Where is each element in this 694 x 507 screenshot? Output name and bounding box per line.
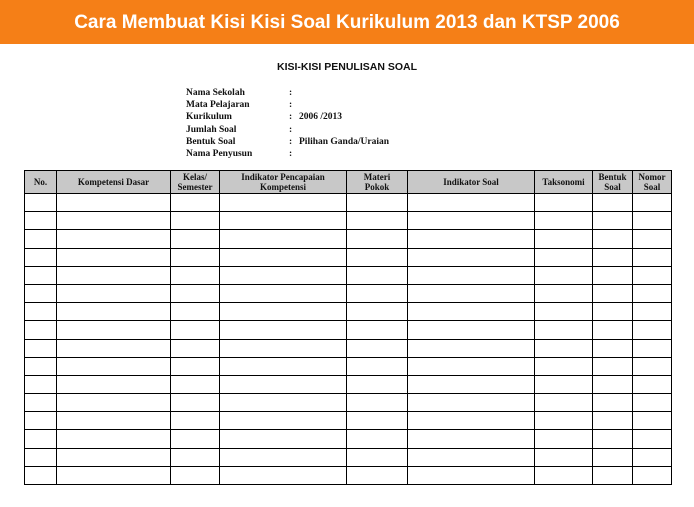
- header-kompetensi-dasar: [57, 171, 171, 194]
- table-cell: [57, 375, 171, 393]
- table-cell: [171, 303, 220, 321]
- header-bentuk-soal: [593, 171, 633, 194]
- table-header-row: [25, 171, 672, 194]
- meta-colon: :: [289, 148, 293, 159]
- table-row: [25, 412, 672, 430]
- table-cell: [347, 303, 408, 321]
- table-cell: [57, 284, 171, 302]
- table-cell: [171, 194, 220, 212]
- table-cell: [535, 357, 593, 375]
- table-cell: [633, 321, 672, 339]
- table-cell: [347, 430, 408, 448]
- table-cell: [633, 448, 672, 466]
- table-cell: [535, 412, 593, 430]
- table-cell: [593, 321, 633, 339]
- table-cell: [347, 194, 408, 212]
- table-cell: [220, 430, 347, 448]
- table-cell: [593, 194, 633, 212]
- header-indikator-soal: [408, 171, 535, 194]
- table-cell: [57, 466, 171, 484]
- table-cell: [57, 448, 171, 466]
- header-taksonomi: [535, 171, 593, 194]
- table-cell: [593, 284, 633, 302]
- table-cell: [408, 194, 535, 212]
- table-cell: [535, 321, 593, 339]
- table-cell: [408, 357, 535, 375]
- meta-label: Jumlah Soal: [186, 124, 237, 135]
- table-cell: [633, 339, 672, 357]
- table-cell: [593, 412, 633, 430]
- meta-row-kurikulum: [186, 111, 389, 123]
- table-cell: [57, 212, 171, 230]
- header-line: Taksonomi: [542, 177, 585, 187]
- table-cell: [25, 194, 57, 212]
- header-no: [25, 171, 57, 194]
- table-row: [25, 394, 672, 412]
- table-cell: [633, 412, 672, 430]
- table-cell: [57, 230, 171, 248]
- table-cell: [25, 230, 57, 248]
- document-title: KISI-KISI PENULISAN SOAL: [276, 61, 417, 73]
- table-cell: [171, 212, 220, 230]
- table-cell: [535, 466, 593, 484]
- table-cell: [408, 321, 535, 339]
- table-cell: [408, 466, 535, 484]
- header-line: Bentuk: [598, 172, 627, 182]
- table-cell: [347, 321, 408, 339]
- meta-value: 2006 /2013: [299, 112, 343, 123]
- table-cell: [220, 466, 347, 484]
- table-cell: [633, 466, 672, 484]
- table-cell: [171, 412, 220, 430]
- table-cell: [535, 448, 593, 466]
- table-cell: [593, 248, 633, 266]
- header-line: Nomor: [638, 172, 666, 182]
- table-cell: [57, 394, 171, 412]
- table-cell: [408, 448, 535, 466]
- table-cell: [408, 212, 535, 230]
- table-row: [25, 339, 672, 357]
- table-cell: [408, 248, 535, 266]
- table-cell: [171, 321, 220, 339]
- table-cell: [535, 430, 593, 448]
- table-cell: [633, 194, 672, 212]
- table-cell: [535, 394, 593, 412]
- table-cell: [25, 212, 57, 230]
- table-cell: [25, 266, 57, 284]
- header-line: Soal: [643, 182, 661, 192]
- header-line: Pokok: [364, 182, 390, 192]
- table-cell: [633, 375, 672, 393]
- table-cell: [171, 339, 220, 357]
- table-cell: [593, 266, 633, 284]
- table-row: [25, 212, 672, 230]
- table-row: [25, 448, 672, 466]
- table-cell: [171, 448, 220, 466]
- table-cell: [593, 303, 633, 321]
- header-kelas-semester: [171, 171, 220, 194]
- table-cell: [25, 375, 57, 393]
- table-cell: [25, 248, 57, 266]
- table-cell: [57, 303, 171, 321]
- table-cell: [171, 248, 220, 266]
- table-cell: [593, 448, 633, 466]
- header-line: Kompetensi Dasar: [77, 177, 150, 187]
- table-cell: [220, 375, 347, 393]
- table-cell: [535, 230, 593, 248]
- table-cell: [25, 284, 57, 302]
- table-cell: [593, 430, 633, 448]
- table-cell: [347, 212, 408, 230]
- table-row: [25, 266, 672, 284]
- table-cell: [408, 303, 535, 321]
- table-cell: [633, 248, 672, 266]
- meta-row-mata-pelajaran: [186, 99, 389, 111]
- kisi-kisi-table: [24, 170, 672, 485]
- table-row: [25, 194, 672, 212]
- table-cell: [57, 412, 171, 430]
- table-cell: [593, 339, 633, 357]
- table-cell: [171, 430, 220, 448]
- table-cell: [408, 339, 535, 357]
- table-cell: [633, 212, 672, 230]
- meta-colon: :: [289, 88, 293, 98]
- meta-row-bentuk-soal: [186, 136, 389, 148]
- table-cell: [220, 448, 347, 466]
- table-cell: [633, 430, 672, 448]
- table-cell: [171, 284, 220, 302]
- table-cell: [57, 266, 171, 284]
- document-meta: [186, 87, 389, 160]
- table-cell: [633, 357, 672, 375]
- meta-label: Nama Sekolah: [186, 88, 245, 98]
- table-cell: [633, 266, 672, 284]
- table-cell: [57, 194, 171, 212]
- table-cell: [220, 303, 347, 321]
- meta-label: Mata Pelajaran: [186, 100, 250, 111]
- table-cell: [593, 357, 633, 375]
- table-cell: [171, 266, 220, 284]
- table-cell: [535, 194, 593, 212]
- table-row: [25, 466, 672, 484]
- table-cell: [220, 412, 347, 430]
- table-row: [25, 321, 672, 339]
- table-cell: [220, 212, 347, 230]
- table-cell: [25, 357, 57, 375]
- table-cell: [220, 284, 347, 302]
- header-line: Indikator Pencapaian: [241, 172, 325, 182]
- table-cell: [347, 448, 408, 466]
- table-cell: [347, 266, 408, 284]
- meta-row-nama-penyusun: [186, 148, 389, 160]
- table-row: [25, 375, 672, 393]
- table-cell: [347, 284, 408, 302]
- table-cell: [593, 230, 633, 248]
- table-cell: [347, 248, 408, 266]
- meta-colon: :: [289, 112, 293, 123]
- table-cell: [408, 375, 535, 393]
- table-cell: [25, 448, 57, 466]
- table-cell: [535, 248, 593, 266]
- table-cell: [408, 394, 535, 412]
- table-body: [25, 194, 672, 485]
- table-cell: [347, 412, 408, 430]
- header-line: Kompetensi: [260, 182, 306, 192]
- table-cell: [347, 394, 408, 412]
- header-indikator-pencapaian: [220, 171, 347, 194]
- table-cell: [57, 248, 171, 266]
- table-cell: [25, 466, 57, 484]
- table-cell: [57, 357, 171, 375]
- header-nomor-soal: [633, 171, 672, 194]
- table-cell: [220, 266, 347, 284]
- table-cell: [408, 412, 535, 430]
- meta-label: Kurikulum: [186, 112, 232, 123]
- meta-row-jumlah-soal: [186, 124, 389, 136]
- table-cell: [535, 303, 593, 321]
- table-row: [25, 357, 672, 375]
- table-cell: [220, 321, 347, 339]
- table-cell: [220, 230, 347, 248]
- table-cell: [535, 284, 593, 302]
- banner-title: Cara Membuat Kisi Kisi Soal Kurikulum 2013 dan KTSP 2006: [0, 0, 694, 44]
- header-line: Soal: [604, 182, 621, 192]
- table-cell: [535, 339, 593, 357]
- table-cell: [408, 266, 535, 284]
- table-cell: [593, 212, 633, 230]
- header-materi-pokok: [347, 171, 408, 194]
- table-cell: [408, 284, 535, 302]
- table-cell: [347, 357, 408, 375]
- table-cell: [593, 375, 633, 393]
- table-cell: [220, 248, 347, 266]
- table-cell: [220, 339, 347, 357]
- meta-label: Nama Penyusun: [186, 148, 253, 159]
- table-cell: [220, 194, 347, 212]
- header-line: Materi: [363, 172, 391, 182]
- table-row: [25, 303, 672, 321]
- table-cell: [535, 212, 593, 230]
- table-cell: [408, 430, 535, 448]
- table-cell: [347, 230, 408, 248]
- table-row: [25, 248, 672, 266]
- table-row: [25, 284, 672, 302]
- table-row: [25, 430, 672, 448]
- meta-label: Bentuk Soal: [186, 136, 236, 147]
- table-row: [25, 230, 672, 248]
- table-cell: [171, 375, 220, 393]
- table-cell: [535, 266, 593, 284]
- meta-row-nama-sekolah: [186, 87, 389, 99]
- table-cell: [633, 303, 672, 321]
- meta-colon: :: [289, 124, 293, 135]
- table-cell: [57, 430, 171, 448]
- table-cell: [25, 321, 57, 339]
- header-line: Indikator Soal: [443, 177, 499, 187]
- table-cell: [220, 357, 347, 375]
- table-cell: [347, 466, 408, 484]
- table-cell: [535, 375, 593, 393]
- table-cell: [347, 339, 408, 357]
- meta-colon: :: [289, 136, 293, 147]
- table-cell: [593, 466, 633, 484]
- header-line: Semester: [177, 182, 213, 192]
- meta-value: Pilihan Ganda/Uraian: [299, 136, 390, 147]
- table-cell: [57, 339, 171, 357]
- header-line: Kelas/: [183, 172, 207, 182]
- table-cell: [171, 357, 220, 375]
- table-cell: [171, 466, 220, 484]
- table-cell: [25, 303, 57, 321]
- table-cell: [633, 394, 672, 412]
- table-cell: [171, 230, 220, 248]
- table-cell: [633, 230, 672, 248]
- table-cell: [171, 394, 220, 412]
- table-cell: [408, 230, 535, 248]
- table-cell: [220, 394, 347, 412]
- table-cell: [25, 412, 57, 430]
- table-cell: [57, 321, 171, 339]
- meta-colon: :: [289, 100, 293, 111]
- table-cell: [25, 339, 57, 357]
- table-cell: [347, 375, 408, 393]
- table-cell: [633, 284, 672, 302]
- table-cell: [25, 430, 57, 448]
- header-line: No.: [33, 177, 48, 187]
- table-cell: [593, 394, 633, 412]
- table-cell: [25, 394, 57, 412]
